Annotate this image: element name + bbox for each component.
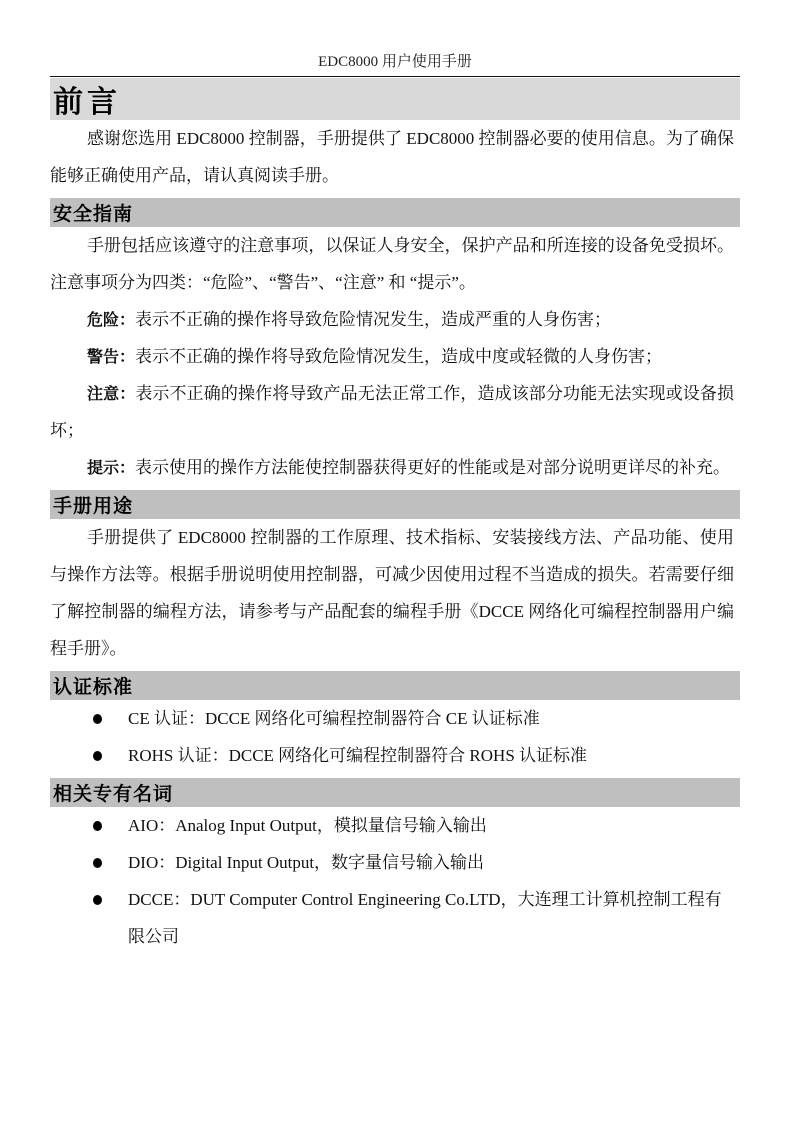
list-item [50, 881, 740, 955]
header-divider [50, 76, 740, 77]
section-certification [50, 671, 740, 774]
safety-intro: 手册包括应该遵守的注意事项，以保证人身安全，保护产品和所连接的设备免受损坏。注意事项分为四类：“危险”、“警告”、“注意” 和 “提示”。 [50, 236, 734, 292]
purpose-paragraph: 手册提供了 EDC8000 控制器的工作原理、技术指标、安装接线方法、产品功能、使用与操作方法等。根据手册说明使用控制器，可减少因使用过程不当造成的损失。若需要仔细了解控制器的编程方法，请参考与产品配套的编程手册《DCCE 网络化可编程控制器用户编程手册》。 [50, 528, 734, 658]
safety-item-caution [50, 375, 740, 449]
section-heading-purpose: 手册用途 [50, 490, 740, 519]
bullet-icon [93, 714, 102, 724]
list-item-text: ROHS 认证：DCCE 网络化可编程控制器符合 ROHS 认证标准 [128, 746, 588, 765]
section-heading-certification: 认证标准 [50, 671, 740, 700]
section-safety-guide [50, 198, 740, 486]
certification-list [50, 700, 740, 774]
section-heading-glossary: 相关专有名词 [50, 778, 740, 807]
list-item [50, 700, 740, 737]
preface-paragraph: 感谢您选用 EDC8000 控制器，手册提供了 EDC8000 控制器必要的使用信息。为了确保能够正确使用产品，请认真阅读手册。 [50, 129, 734, 185]
safety-label: 提示： [87, 458, 136, 477]
bullet-icon [93, 895, 102, 905]
section-preface [50, 78, 740, 194]
safety-item-danger [50, 301, 740, 338]
list-item-text: DIO：Digital Input Output，数字量信号输入输出 [128, 853, 485, 872]
chapter-heading: 前言 [50, 78, 740, 120]
safety-item-tip [50, 449, 740, 486]
document-body [50, 78, 740, 955]
safety-label: 危险： [87, 310, 136, 329]
list-item [50, 844, 740, 881]
bullet-icon [93, 821, 102, 831]
list-item-text: AIO：Analog Input Output，模拟量信号输入输出 [128, 816, 487, 835]
section-manual-purpose [50, 490, 740, 667]
safety-text: 表示不正确的操作将导致危险情况发生，造成中度或轻微的人身伤害； [135, 347, 663, 366]
safety-label: 注意： [87, 384, 136, 403]
glossary-list [50, 807, 740, 955]
list-item [50, 807, 740, 844]
list-item [50, 737, 740, 774]
section-heading-safety: 安全指南 [50, 198, 740, 227]
list-item-text: DCCE：DUT Computer Control Engineering Co.LTD，大连理工计算机控制工程有限公司 [128, 890, 722, 946]
bullet-icon [93, 751, 102, 761]
safety-text: 表示不正确的操作将导致危险情况发生，造成严重的人身伤害； [135, 310, 612, 329]
section-glossary [50, 778, 740, 955]
safety-text: 表示不正确的操作将导致产品无法正常工作，造成该部分功能无法实现或设备损坏； [50, 384, 734, 440]
safety-text: 表示使用的操作方法能使控制器获得更好的性能或是对部分说明更详尽的补充。 [135, 458, 731, 477]
page-header-title: EDC8000 用户使用手册 [318, 54, 472, 70]
list-item-text: CE 认证：DCCE 网络化可编程控制器符合 CE 认证标准 [128, 709, 540, 728]
safety-label: 警告： [87, 347, 136, 366]
safety-item-warning [50, 338, 740, 375]
bullet-icon [93, 858, 102, 868]
